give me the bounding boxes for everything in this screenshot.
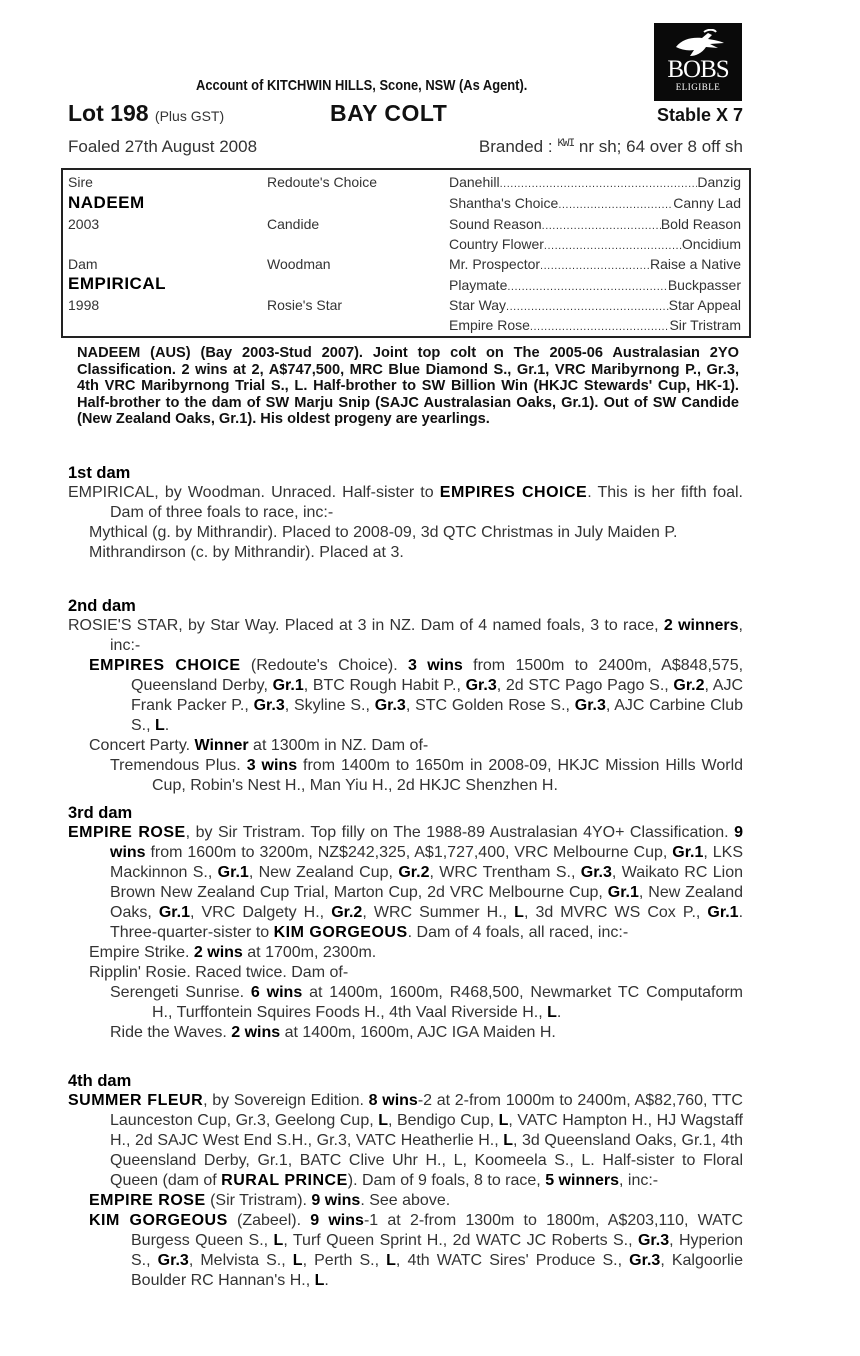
entry-text: Empire Strike. [89, 944, 194, 961]
great-grandparent-row [449, 236, 741, 252]
emphasis-text: L [386, 1252, 396, 1269]
gg-name: Danehill [449, 174, 500, 190]
sire-label: Sire [68, 174, 93, 190]
entry-text: . See above. [360, 1192, 451, 1209]
granddam-maternal: Rosie's Star [267, 297, 343, 313]
lot-header [68, 100, 743, 128]
branded-label: Branded : [478, 137, 553, 156]
emphasis-text: Gr.2 [398, 864, 430, 881]
emphasis-text: EMPIRES CHOICE [89, 657, 241, 674]
progeny-entry [68, 1211, 743, 1291]
entry-text: . [556, 1004, 562, 1021]
emphasis-text: RURAL PRINCE [221, 1172, 348, 1189]
brand-mark-icon: KWI [557, 138, 575, 150]
emphasis-text: Gr.1 [217, 864, 249, 881]
entry-text: , inc:- [110, 617, 743, 654]
emphasis-text: Gr.1 [707, 904, 739, 921]
entry-text: , 3d Queensland Oaks, Gr.1, 4th Queensland Derby, Gr.1, BATC Clive Uhr H., L, Koomeela S., L. Half-sister to Floral Queen (dam of [110, 1132, 744, 1189]
entry-text: at 1300m in NZ. Dam of- [248, 737, 429, 754]
horse-description: BAY COLT [330, 100, 448, 126]
entry-text: , VATC Hampton H., HJ Wagstaff H., 2d SAJC West End S.H., Gr.3, VATC Heatherlie H., [110, 1112, 744, 1149]
dam-entries [68, 1091, 743, 1291]
entry-text: Ripplin' Rosie. Raced twice. Dam of- [89, 964, 349, 981]
progeny-entry [68, 756, 743, 796]
bobs-eligible-logo [654, 23, 742, 101]
emphasis-text: Gr.3 [637, 1232, 670, 1249]
emphasis-text: EMPIRES CHOICE [439, 484, 588, 501]
grandsire-maternal: Woodman [267, 256, 331, 272]
entry-text: Mithrandirson (c. by Mithrandir). Placed at 3. [89, 544, 404, 561]
pedigree-table [61, 168, 751, 338]
entry-text: , Turf Queen Sprint H., 2d WATC JC Roberts S., [283, 1232, 638, 1249]
gg-name: Country Flower [449, 236, 544, 252]
gg-sire: Sir Tristram [669, 317, 741, 333]
emphasis-text: 9 wins [311, 1192, 361, 1209]
gg-sire: Star Appeal [668, 297, 741, 313]
great-grandparent-row [449, 195, 741, 211]
entry-text: at 1400m, 1600m, AJC IGA Maiden H. [280, 1024, 556, 1041]
progeny-entry [68, 656, 743, 736]
branded-info [479, 137, 743, 157]
entry-text: from 1400m to 1650m in 2008-09, HKJC Mission Hills World Cup, Robin's Nest H., Man Yiu H., 2d HKJC Shenzhen H. [152, 757, 744, 794]
entry-text: , by Sir Tristram. Top filly on The 1988-89 Australasian 4YO+ Classification. [185, 824, 735, 841]
emphasis-text: L [292, 1252, 303, 1269]
great-grandparent-row [449, 216, 741, 232]
great-grandparent-row [449, 297, 741, 313]
entry-text: ROSIE'S STAR, by Star Way. Placed at 3 in NZ. Dam of 4 named foals, 3 to race, [68, 617, 664, 634]
grandsire-paternal: Redoute's Choice [267, 174, 378, 190]
entry-text: , WRC Summer H., [362, 904, 515, 921]
entry-text: , VRC Dalgety H., [190, 904, 332, 921]
foaled-date: Foaled 27th August 2008 [68, 137, 258, 156]
emphasis-text: L [378, 1112, 388, 1129]
fourth-dam-section [68, 1071, 743, 1291]
progeny-entry [68, 616, 743, 656]
entry-text: Mythical (g. by Mithrandir). Placed to 2008-09, 3d QTC Christmas in July Maiden P. [89, 524, 678, 541]
entry-text: Concert Party. [89, 737, 195, 754]
entry-text: , New Zealand Cup, [248, 864, 399, 881]
dam-year: 1998 [68, 297, 100, 313]
vendor-account: Account of KITCHWIN HILLS, Scone, NSW (As Agent). [196, 77, 528, 94]
entry-text: . [324, 1272, 329, 1289]
branded-details: nr sh; 64 over 8 off sh [578, 137, 743, 156]
entry-text: , Waikato RC Lion Brown New Zealand Cup Trial, Marton Cup, 2d VRC Melbourne Cup, [110, 864, 743, 901]
emphasis-text: 9 wins [110, 824, 743, 861]
gg-sire: Danzig [697, 174, 741, 190]
progeny-entry [68, 1023, 743, 1043]
granddam-paternal: Candide [267, 216, 320, 232]
entry-text: . This is her fifth foal. Dam of three foals to race, inc:- [110, 484, 743, 521]
progeny-entry [68, 483, 743, 523]
emphasis-text: Gr.3 [374, 697, 406, 714]
progeny-entry [68, 736, 743, 756]
entry-text: (Zabeel). [227, 1212, 311, 1229]
leader-dots [540, 256, 650, 272]
emphasis-text: Gr.1 [272, 677, 304, 694]
entry-text: , Hyperion S., [131, 1232, 743, 1269]
emphasis-text: KIM GORGEOUS [89, 1212, 228, 1229]
leader-dots [500, 174, 698, 190]
gg-name: Sound Reason [449, 216, 542, 232]
entry-text: , Kalgoorlie Boulder RC Hannan's H., [131, 1252, 744, 1289]
leader-dots [530, 317, 670, 333]
progeny-entry [68, 943, 743, 963]
entry-text: , Melvista S., [188, 1252, 293, 1269]
section-heading: 3rd dam [68, 804, 133, 822]
entry-text: -1 at 2-from 1300m to 1800m, A$203,110, WATC Burgess Queen S., [131, 1212, 743, 1249]
progeny-entry [68, 983, 743, 1023]
progeny-entry [68, 1091, 743, 1191]
entry-text: , 4th WATC Sires' Produce S., [395, 1252, 630, 1269]
entry-text: Serengeti Sunrise. [110, 984, 251, 1001]
entry-text: , AJC Frank Packer P., [131, 677, 744, 714]
entry-text: EMPIRICAL, by Woodman. Unraced. Half-sister to [68, 484, 440, 501]
emphasis-text: Gr.2 [331, 904, 363, 921]
emphasis-text: Gr.3 [465, 677, 497, 694]
emphasis-text: 2 wins [231, 1024, 281, 1041]
entry-text: , STC Golden Rose S., [405, 697, 575, 714]
dam-entries [68, 823, 743, 1043]
emphasis-text: Gr.1 [672, 844, 704, 861]
lot-number [68, 100, 224, 127]
emphasis-text: L [273, 1232, 284, 1249]
dam-label: Dam [68, 256, 98, 272]
gg-sire: Buckpasser [667, 277, 741, 293]
emphasis-text: Gr.3 [629, 1252, 661, 1269]
logo-text-eligible: ELIGIBLE [675, 82, 721, 92]
emphasis-text: Gr.1 [607, 884, 639, 901]
leader-dots [506, 297, 669, 313]
emphasis-text: EMPIRE ROSE [89, 1192, 206, 1209]
entry-text: . [164, 717, 170, 734]
sire-description: NADEEM (AUS) (Bay 2003-Stud 2007). Joint top colt on The 2005-06 Australasian 2YO Classification. 2 wins at 2, A$747,500, MRC Blue Diamond S., Gr.1, VRC Maribyrnong P., Gr.3, 4th VRC Maribyrnong Trial S., L. Half-brother to SW Billion Win (HKJC Stewards' Cup, HK-1). Half-brother to the dam of SW Marju Snip (SAJC Australasian Oaks, Gr.1). Out of SW Candide (New Zealand Oaks, Gr.1). His oldest progeny are yearlings. [77, 345, 739, 428]
logo-text-bobs: BOBS [667, 56, 729, 83]
emphasis-text: 9 wins [310, 1212, 364, 1229]
entry-text: Tremendous Plus. [110, 757, 247, 774]
entry-text: , AJC Carbine Club S., [131, 697, 743, 734]
emphasis-text: L [503, 1132, 513, 1149]
emphasis-text: 3 wins [408, 657, 463, 674]
emphasis-text: Winner [194, 737, 249, 754]
second-dam-section [68, 596, 743, 796]
entry-text: from 1600m to 3200m, NZ$242,325, A$1,727,400, VRC Melbourne Cup, [145, 844, 673, 861]
emphasis-text: KIM GORGEOUS [273, 924, 408, 941]
emphasis-text: L [314, 1272, 325, 1289]
emphasis-text: Gr.2 [673, 677, 705, 694]
first-dam-section [68, 463, 743, 563]
entry-text: -2 at 2-from 1000m to 2400m, A$82,760, TTC Launceston Cup, Gr.3, Geelong Cup, [110, 1092, 743, 1129]
emphasis-text: EMPIRE ROSE [68, 824, 186, 841]
entry-text: from 1500m to 2400m, A$848,575, Queensland Derby, [131, 657, 744, 694]
great-grandparent-row [449, 256, 741, 272]
entry-text: , Bendigo Cup, [388, 1112, 499, 1129]
sire-year: 2003 [68, 216, 100, 232]
entry-text: . Dam of 4 foals, all raced, inc:- [407, 924, 629, 941]
emphasis-text: 6 wins [250, 984, 303, 1001]
progeny-entry [68, 963, 743, 983]
dam-entries [68, 483, 743, 563]
entry-text: , WRC Trentham S., [429, 864, 581, 881]
third-dam-section [68, 803, 743, 1043]
progeny-entry [68, 1191, 743, 1211]
emphasis-text: L [498, 1112, 509, 1129]
entry-text: at 1700m, 2300m. [242, 944, 377, 961]
leader-dots [542, 216, 661, 232]
gg-name: Star Way [449, 297, 507, 313]
emphasis-text: Gr.3 [253, 697, 285, 714]
gg-name: Empire Rose [449, 317, 530, 333]
entry-text: , Skyline S., [284, 697, 375, 714]
gg-name: Mr. Prospector [449, 256, 541, 272]
entry-text: , 3d MVRC WS Cox P., [523, 904, 708, 921]
great-grandparent-row [449, 317, 741, 333]
emphasis-text: Gr.1 [158, 904, 190, 921]
progeny-entry [68, 523, 743, 543]
section-heading: 1st dam [68, 464, 131, 482]
emphasis-text: 5 winners [545, 1172, 620, 1189]
emphasis-text: Gr.3 [580, 864, 612, 881]
lot-gst-note: (Plus GST) [154, 108, 225, 124]
gg-sire: Raise a Native [649, 256, 741, 272]
entry-text: , by Sovereign Edition. [203, 1092, 369, 1109]
emphasis-text: SUMMER FLEUR [68, 1092, 204, 1109]
leader-dots [507, 277, 667, 293]
entry-text: , Perth S., [302, 1252, 387, 1269]
entry-text: . Three-quarter-sister to [110, 904, 744, 941]
emphasis-text: 2 wins [193, 944, 243, 961]
emphasis-text: Gr.3 [574, 697, 606, 714]
entry-text: (Sir Tristram). [205, 1192, 312, 1209]
emphasis-text: 8 wins [368, 1092, 418, 1109]
entry-text: , New Zealand Oaks, [110, 884, 743, 921]
emphasis-text: Gr.3 [157, 1252, 189, 1269]
progeny-entry [68, 543, 743, 563]
leader-dots [558, 195, 673, 211]
entry-text: , LKS Mackinnon S., [110, 844, 743, 881]
dam-entries [68, 616, 743, 796]
sire-name: NADEEM [68, 193, 145, 212]
dam-name: EMPIRICAL [68, 274, 166, 293]
entry-text: , BTC Rough Habit P., [303, 677, 466, 694]
section-heading: 4th dam [68, 1072, 132, 1090]
gg-sire: Canny Lad [673, 195, 741, 211]
progeny-entry [68, 823, 743, 943]
gg-sire: Bold Reason [660, 216, 741, 232]
emphasis-text: 3 wins [246, 757, 298, 774]
entry-text: ). Dam of 9 foals, 8 to race, [347, 1172, 546, 1189]
gg-name: Shantha's Choice [449, 195, 559, 211]
entry-text: , 2d STC Pago Pago S., [496, 677, 674, 694]
lot-label: Lot 198 [68, 100, 149, 126]
stable-number: Stable X 7 [656, 105, 743, 125]
horse-head-icon [668, 29, 728, 59]
gg-sire: Oncidium [681, 236, 741, 252]
leader-dots [544, 236, 682, 252]
gg-name: Playmate [449, 277, 508, 293]
emphasis-text: L [547, 1004, 557, 1021]
great-grandparent-row [449, 277, 741, 293]
section-heading: 2nd dam [68, 597, 136, 615]
entry-text: at 1400m, 1600m, R468,500, Newmarket TC Computaform H., Turffontein Squires Foods H., 4th Vaal Riverside H., [152, 984, 744, 1021]
entry-text: Ride the Waves. [110, 1024, 232, 1041]
entry-text: (Redoute's Choice). [240, 657, 409, 674]
entry-text: , inc:- [619, 1172, 659, 1189]
emphasis-text: L [514, 904, 524, 921]
emphasis-text: 2 winners [663, 617, 739, 634]
emphasis-text: L [155, 717, 165, 734]
great-grandparent-row [449, 174, 741, 190]
